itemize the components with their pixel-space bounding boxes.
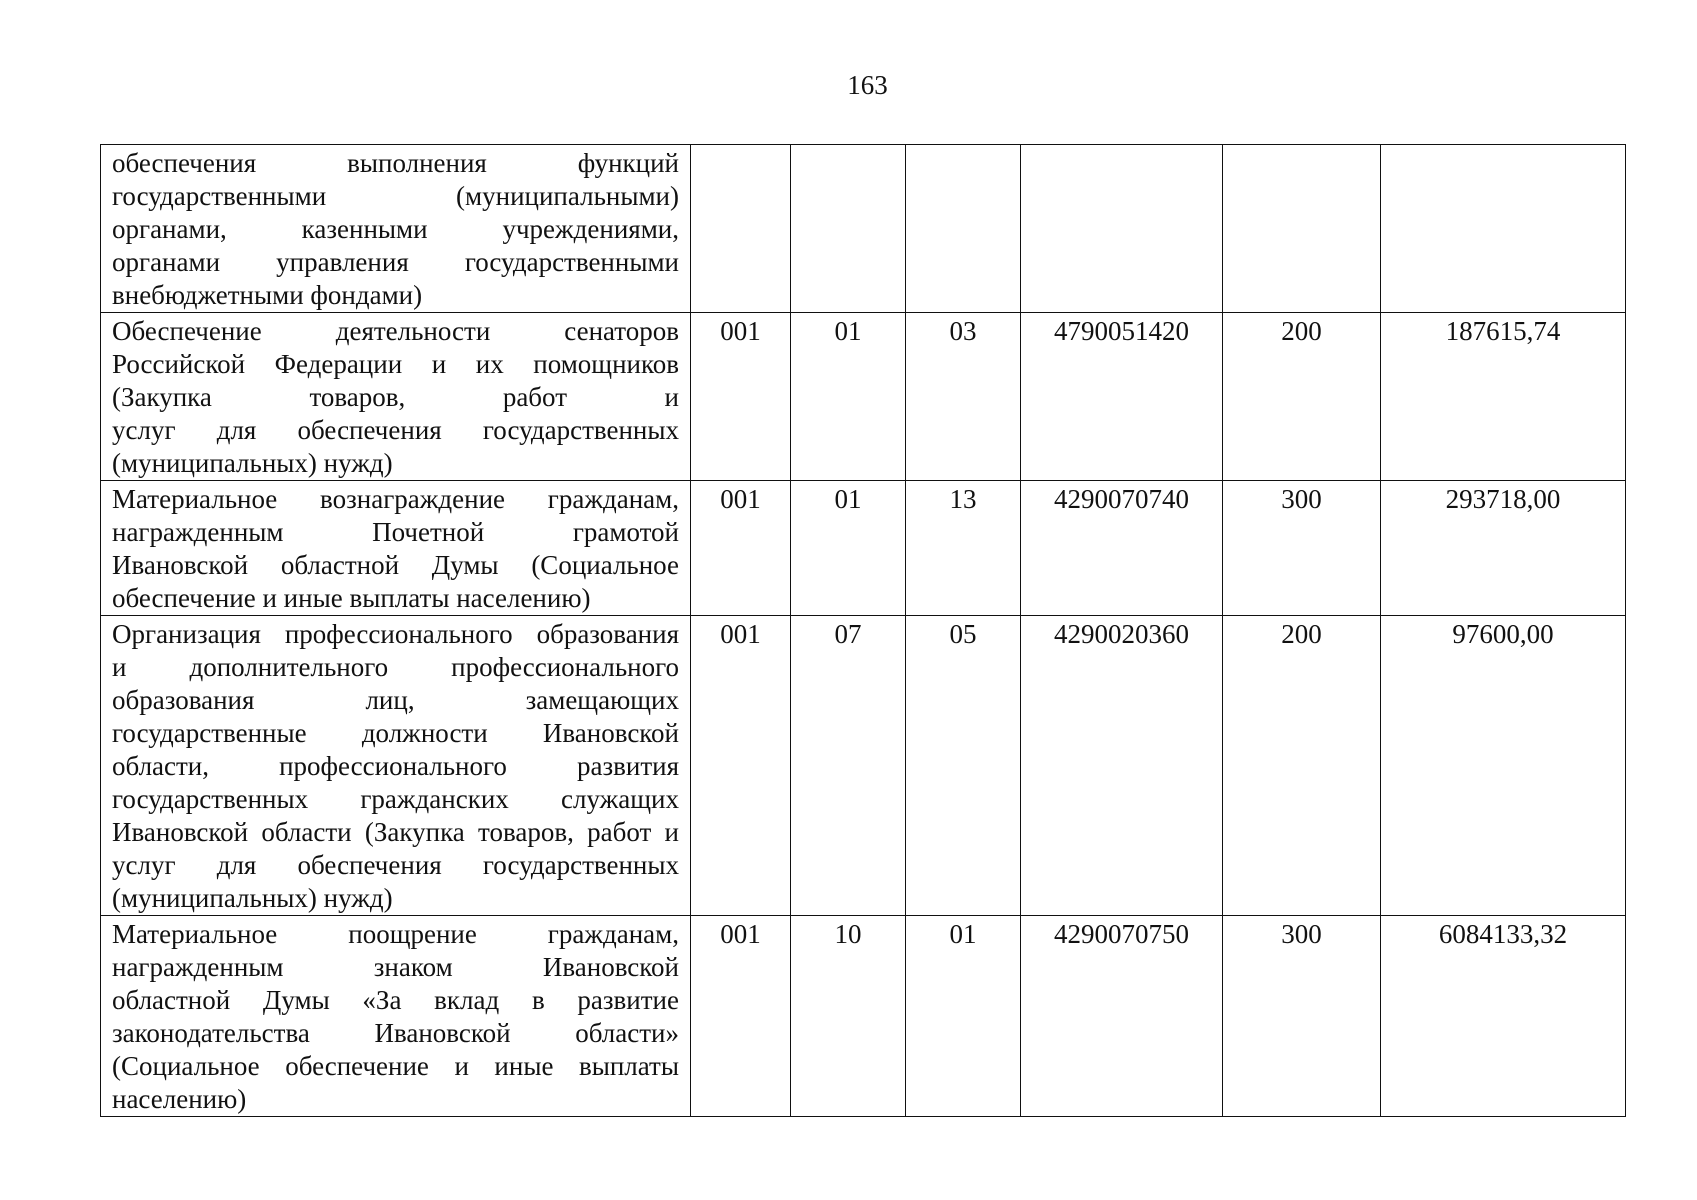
subsection-code-cell: 01 — [906, 916, 1021, 1117]
description-line: награжденным знаком Ивановской — [112, 952, 679, 982]
description-line: услуг для обеспечения государственных — [112, 415, 679, 445]
description-line: (Социальное обеспечение и иные выплаты — [112, 1051, 679, 1081]
description-line: услуг для обеспечения государственных — [112, 850, 679, 880]
budget-table — [100, 144, 1626, 1117]
section-code-cell: 10 — [791, 916, 906, 1117]
description-line: обеспечения выполнения функций — [112, 148, 679, 178]
description-line: области, профессионального развития — [112, 751, 679, 781]
subsection-code-cell: 13 — [906, 481, 1021, 616]
description-line: Обеспечение деятельности сенаторов — [112, 316, 679, 346]
target-article-cell: 4790051420 — [1021, 313, 1223, 481]
table-row — [101, 313, 1626, 481]
description-line: образования лиц, замещающих — [112, 685, 679, 715]
expense-description-cell — [101, 313, 691, 481]
description-line: Материальное поощрение гражданам, — [112, 919, 679, 949]
section-code-cell: 07 — [791, 616, 906, 916]
description-line: органами, казенными учреждениями, — [112, 214, 679, 244]
expense-description-cell — [101, 481, 691, 616]
description-line: обеспечение и иные выплаты населению) — [112, 583, 591, 613]
section-code-cell — [791, 145, 906, 313]
ministry-code-cell: 001 — [691, 313, 791, 481]
expense-type-cell: 200 — [1223, 616, 1381, 916]
description-line: Российской Федерации и их помощников — [112, 349, 679, 379]
description-line: государственные должности Ивановской — [112, 718, 679, 748]
section-code-cell: 01 — [791, 481, 906, 616]
description-line: органами управления государственными — [112, 247, 679, 277]
subsection-code-cell: 05 — [906, 616, 1021, 916]
expense-description-cell — [101, 916, 691, 1117]
expense-description-cell — [101, 145, 691, 313]
description-line: награжденным Почетной грамотой — [112, 517, 679, 547]
table-row — [101, 145, 1626, 313]
description-line: и дополнительного профессионального — [112, 652, 679, 682]
amount-cell: 187615,74 — [1381, 313, 1626, 481]
description-line: населению) — [112, 1084, 247, 1114]
subsection-code-cell — [906, 145, 1021, 313]
description-line: (муниципальных) нужд) — [112, 448, 393, 478]
table-row — [101, 916, 1626, 1117]
amount-cell: 6084133,32 — [1381, 916, 1626, 1117]
description-line: государственными (муниципальными) — [112, 181, 679, 211]
ministry-code-cell: 001 — [691, 916, 791, 1117]
target-article-cell: 4290020360 — [1021, 616, 1223, 916]
description-line: (муниципальных) нужд) — [112, 883, 393, 913]
description-line: Ивановской областной Думы (Социальное — [112, 550, 679, 580]
table-row — [101, 616, 1626, 916]
amount-cell: 293718,00 — [1381, 481, 1626, 616]
description-line: (Закупка товаров, работ и — [112, 382, 679, 412]
target-article-cell — [1021, 145, 1223, 313]
ministry-code-cell: 001 — [691, 481, 791, 616]
expense-type-cell: 300 — [1223, 916, 1381, 1117]
description-line: внебюджетными фондами) — [112, 280, 423, 310]
amount-cell — [1381, 145, 1626, 313]
target-article-cell: 4290070740 — [1021, 481, 1223, 616]
expense-description-cell — [101, 616, 691, 916]
description-line: Организация профессионального образования — [112, 619, 679, 649]
description-line: Ивановской области (Закупка товаров, работ и — [112, 817, 679, 847]
subsection-code-cell: 03 — [906, 313, 1021, 481]
target-article-cell: 4290070750 — [1021, 916, 1223, 1117]
description-line: областной Думы «За вклад в развитие — [112, 985, 679, 1015]
ministry-code-cell — [691, 145, 791, 313]
expense-type-cell — [1223, 145, 1381, 313]
ministry-code-cell: 001 — [691, 616, 791, 916]
section-code-cell: 01 — [791, 313, 906, 481]
expense-type-cell: 300 — [1223, 481, 1381, 616]
description-line: Материальное вознаграждение гражданам, — [112, 484, 679, 514]
amount-cell: 97600,00 — [1381, 616, 1626, 916]
expense-type-cell: 200 — [1223, 313, 1381, 481]
description-line: законодательства Ивановской области» — [112, 1018, 679, 1048]
description-line: государственных гражданских служащих — [112, 784, 679, 814]
table-row — [101, 481, 1626, 616]
page-number: 163 — [847, 70, 888, 100]
